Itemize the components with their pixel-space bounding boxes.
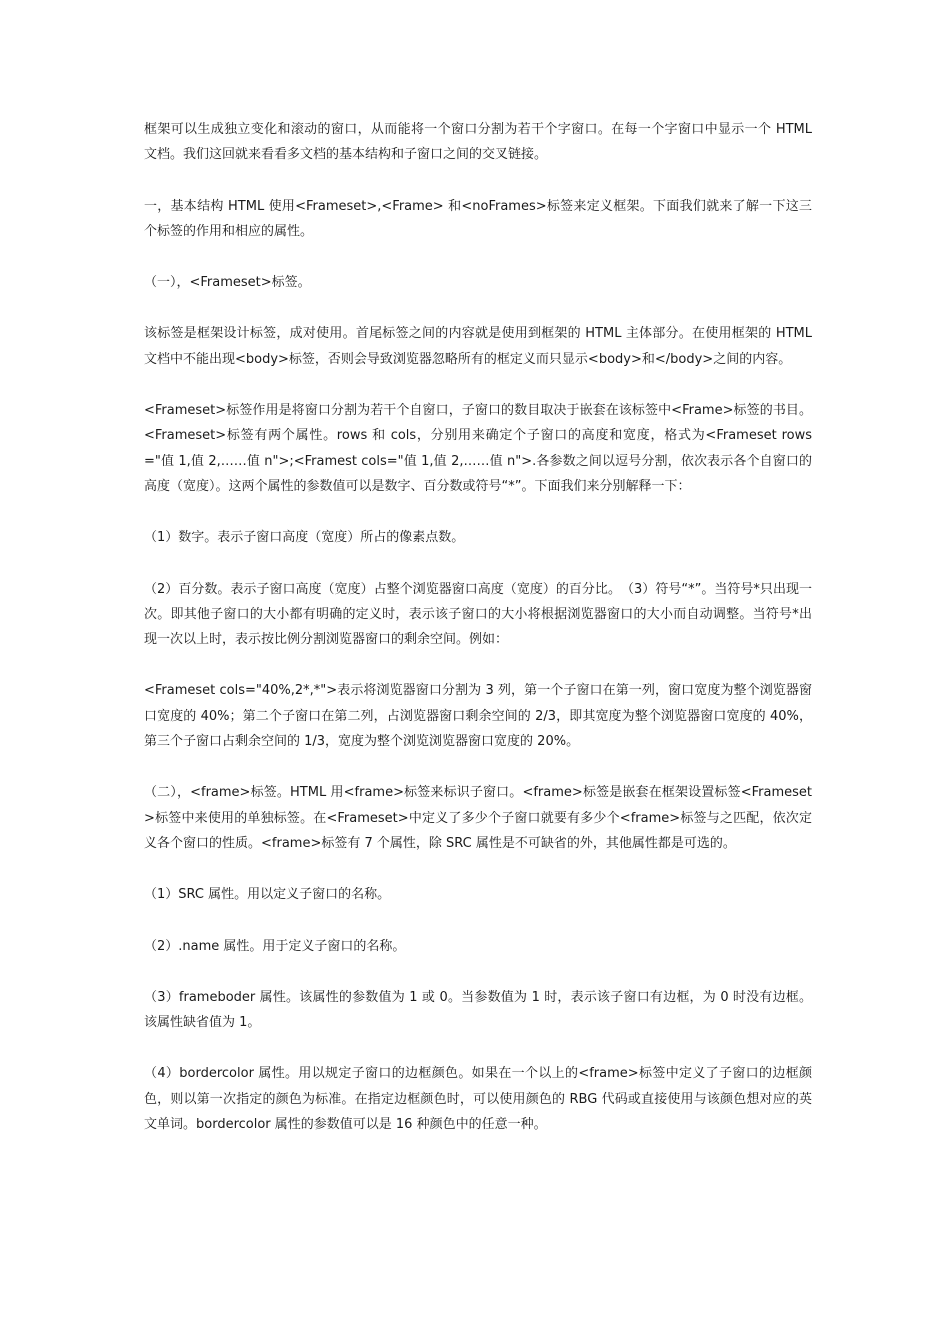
paragraph-src-attribute: （1）SRC 属性。用以定义子窗口的名称。 [144, 887, 391, 903]
paragraph-frameset-attributes: <Frameset>标签作用是将窗口分割为若干个自窗口，子窗口的数目取决于嵌套在该标签中<Frame>标签的书目。<Frameset>标签有两个属性。rows 和 cols，分别用来确定个子窗口的高度和宽度，格式为<Frameset rows="值 1,值 2,……值 n">;<Framest cols="值 1,值 2,……值 n">.各参数之间以逗号分割，依次表示各个自窗口的高度（宽度）。这两个属性的参数值可以是数字、百分数或符号“*”。下面我们来分别解释一下： [144, 403, 812, 494]
paragraph-name-attribute: （2）.name 属性。用于定义子窗口的名称。 [144, 938, 406, 954]
paragraph-bordercolor-attribute: （4）bordercolor 属性。用以规定子窗口的边框颜色。如果在一个以上的<frame>标签中定义了子窗口的边框颜色，则以第一次指定的颜色为标准。在指定边框颜色时，可以使用颜色的 RBG 代码或直接使用与该颜色想对应的英文单词。bordercolor 属性的参数值可以是 16 种颜色中的任意一种。 [144, 1066, 812, 1133]
paragraph-frameborder-attribute: （3）frameboder 属性。该属性的参数值为 1 或 0。当参数值为 1 时，表示该子窗口有边框，为 0 时没有边框。该属性缺省值为 1。 [144, 989, 812, 1031]
paragraph-frameset-description: 该标签是框架设计标签，成对使用。首尾标签之间的内容就是使用到框架的 HTML 主体部分。在使用框架的 HTML 文档中不能出现<body>标签，否则会导致浏览器忽略所有的框定义而只显示<body>和</body>之间的内容。 [144, 326, 817, 367]
paragraph-frameset-example: <Frameset cols="40%,2*,*">表示将浏览器窗口分割为 3 列，第一个子窗口在第一列，窗口宽度为整个浏览器窗口宽度的 40%；第二个子窗口在第二列，占浏览器窗口剩余空间的 2/3，即其宽度为整个浏览器窗口宽度的 40%，第三个子窗口占剩余空间的 1/3，宽度为整个浏览浏览器窗口宽度的 20%。 [144, 683, 812, 750]
paragraph-percent-and-star: （2）百分数。表示子窗口高度（宽度）占整个浏览器窗口高度（宽度）的百分比。 （3）符号“*”。当符号*只出现一次。即其他子窗口的大小都有明确的定义时，表示该子窗口的大小将根据浏览器窗口的大小而自动调整。当符号*出现一次以上时，表示按比例分割浏览器窗口的剩余空间。例如： [144, 581, 812, 648]
paragraph-number-value: （1）数字。表示子窗口高度（宽度）所占的像素点数。 [144, 530, 465, 546]
paragraph-intro: 框架可以生成独立变化和滚动的窗口，从而能将一个窗口分割为若干个字窗口。在每一个字窗口中显示一个 HTML 文档。我们这回就来看看多文档的基本结构和子窗口之间的交叉链接。 [144, 122, 817, 163]
heading-frameset-tag: （一），<Frameset>标签。 [144, 275, 311, 291]
paragraph-basic-structure: 一，基本结构 HTML 使用<Frameset>,<Frame> 和<noFrames>标签来定义框架。下面我们就来了解一下这三个标签的作用和相应的属性。 [144, 198, 812, 239]
heading-frame-tag: （二），<frame>标签。HTML 用<frame>标签来标识子窗口。<frame>标签是嵌套在框架设置标签<Frameset>标签中来使用的单独标签。在<Frameset>中定义了多少个子窗口就要有多少个<frame>标签与之匹配，依次定义各个窗口的性质。<frame>标签有 7 个属性，除 SRC 属性是不可缺省的外，其他属性都是可选的。 [144, 785, 812, 851]
